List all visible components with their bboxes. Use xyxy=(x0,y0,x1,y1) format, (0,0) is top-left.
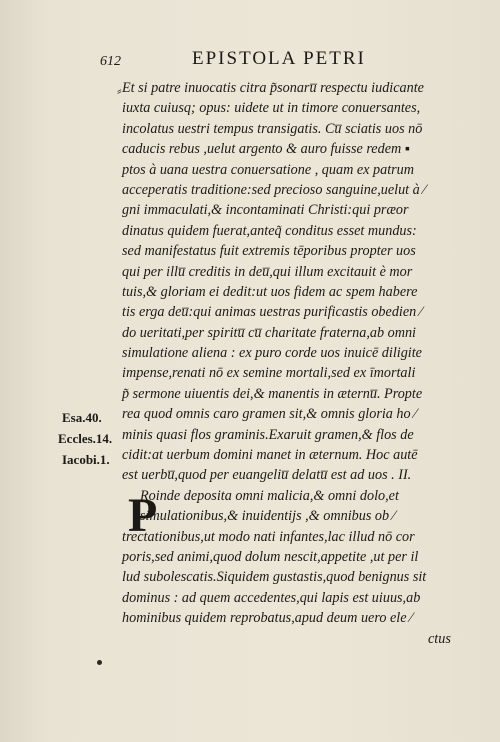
text-line: tis erga deu̅:qui animas uestras purificastis obedien ⁄ xyxy=(122,304,423,321)
margin-note-eccles: Eccles.14. xyxy=(58,431,113,446)
text-line: do ueritati,per spiritu̅ cu̅ charitate fraterna,ab omni xyxy=(122,324,416,341)
text-line: iuxta cuiusq; opus: uidete ut in timore conuersantes, xyxy=(122,100,421,117)
text-line: ctus xyxy=(428,630,451,647)
ink-dot xyxy=(97,660,102,665)
text-line: dinatus quidem fuerat,anteq̃ conditus esset mundus: xyxy=(122,222,417,239)
text-line: tuis,& gloriam ei dedit:ut uos fidem ac spem habere xyxy=(122,283,418,300)
running-head: EPISTOLA PETRI xyxy=(192,48,366,69)
text-line: Roinde deposita omni malicia,& omni dolo,et xyxy=(140,487,399,504)
text-line: gni immaculati,& incontaminati Christi:qui præor xyxy=(122,202,409,219)
text-line: est uerbu̅,quod per euangeliu̅ delatu̅ est ad uos . II. xyxy=(122,467,412,484)
text-line: rea quod omnis caro gramen sit,& omnis gloria ho ⁄ xyxy=(122,406,417,423)
text-line: acceperatis traditione:sed precioso sanguine,uelut à ⁄ xyxy=(122,181,426,198)
text-line: impense,renati nō ex semine mortali,sed ex īmortali xyxy=(122,365,416,382)
text-line: qui per illu̅ creditis in deu̅,qui illum excitauit è mor xyxy=(122,263,413,280)
page-number: 612 xyxy=(100,54,121,69)
text-line: p̃ sermone uiuentis dei,& manentis in æternu̅. Propte xyxy=(122,385,423,402)
text-line: hominibus quidem reprobatus,apud deum uero ele ⁄ xyxy=(122,610,413,627)
text-line: caducis rebus ,uelut argento & auro fuisse redem ▪ xyxy=(122,141,410,158)
text-line: sed manifestatus fuit extremis tēporibus propter uos xyxy=(122,243,416,260)
text-line: minis quasi flos graminis.Exaruit gramen,& flos de xyxy=(122,426,414,443)
margin-note-iacobi: Iacobi.1. xyxy=(62,452,110,467)
text-line: dominus : ad quem accedentes,qui lapis est uiuus,ab xyxy=(122,589,421,606)
text-line: lud subolescatis.Siquidem gustastis,quod benignus sit xyxy=(122,569,427,586)
drop-cap: P xyxy=(128,489,158,542)
text-line: simulationibus,& inuidentijs ,& omnibus ob ⁄ xyxy=(140,508,396,525)
text-line: ptos à uana uestra conuersatione , quam ex patrum xyxy=(122,161,415,178)
section-mark-icon: ⸗ xyxy=(117,84,122,99)
text-line: trectationibus,ut modo nati infantes,lac illud nō cor xyxy=(122,528,415,545)
body-text xyxy=(122,78,458,649)
text-line: incolatus uestri tempus transigatis. Cu̅ sciatis uos nō xyxy=(122,120,423,137)
text-line: simulatione aliena : ex puro corde uos inuicē diligite xyxy=(122,345,422,362)
text-line: poris,sed animi,quod dolum nescit,appetite ,ut per il xyxy=(122,548,419,565)
text-line: Et si patre inuocatis citra p̃sonaru̅ respectu iudicante xyxy=(122,80,424,96)
text-line: cidit:at uerbum domini manet in æternum. Hoc autē xyxy=(122,447,418,464)
margin-note-esa: Esa.40. xyxy=(62,410,102,425)
